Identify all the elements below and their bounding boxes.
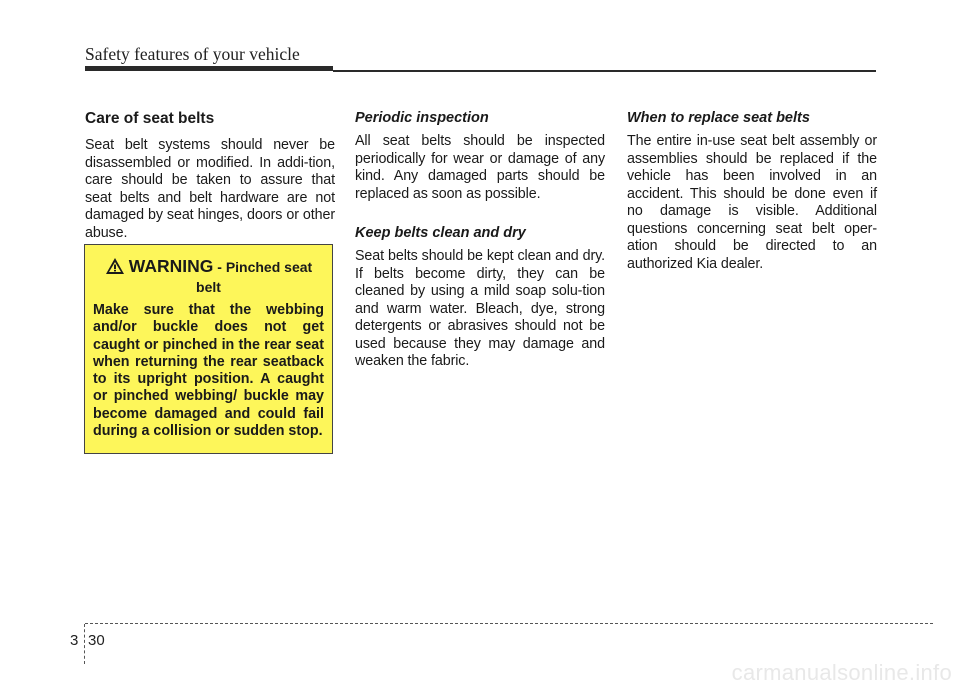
warning-box: [84, 244, 333, 454]
column-care-of-seat-belts: [85, 110, 335, 242]
footer-divider: [84, 624, 85, 664]
header-rule-thick: [85, 66, 333, 71]
warning-subject: - Pinched seat belt: [196, 259, 313, 295]
section-heading-periodic-inspection: Periodic inspection: [355, 110, 489, 126]
column-inspection-cleaning: [355, 110, 605, 371]
section-heading-care: Care of seat belts: [85, 110, 215, 127]
section-body-periodic-inspection: All seat belts should be inspected periodically for wear or damage of any kind. Any damaged parts should be replaced as soon as possible.: [355, 133, 605, 202]
watermark: carmanualsonline.info: [731, 660, 952, 685]
section-body-keep-clean: Seat belts should be kept clean and dry. If belts become dirty, they can be cleaned by using a mild soap solu-tion and warm water. Bleach, dye, strong detergents or abrasives should not be used because they may damage and weaken the fabric.: [355, 248, 605, 369]
warning-triangle-icon: [105, 257, 125, 279]
section-heading-keep-clean: Keep belts clean and dry: [355, 225, 526, 241]
section-heading-replace: When to replace seat belts: [627, 110, 810, 126]
header-title: Safety features of your vehicle: [85, 44, 300, 64]
section-body-replace: The entire in-use seat belt assembly or assemblies should be replaced if the vehicle has been involved in an accident. This should be done even if no damage is visible. Additional questions concerning seat belt oper-ation should be directed to an authorized Kia dealer.: [627, 133, 877, 272]
header-rule-thin: [333, 70, 876, 72]
page-number: 30: [88, 632, 105, 649]
footer-rule: [85, 623, 933, 624]
column-replacement: [627, 110, 877, 273]
section-body-care: Seat belt systems should never be disassembled or modified. In addi-tion, care should be taken to assure that seat belts and belt hardware are not damaged by seat hinges, doors or other abuse.: [85, 137, 335, 241]
warning-label: WARNING: [128, 256, 214, 276]
warning-header: [93, 257, 324, 296]
chapter-number: 3: [70, 632, 79, 649]
warning-body: Make sure that the webbing and/or buckle does not get caught or pinched in the rear seat when returning the rear seatback to its upright position. A caught or pinched webbing/ buckle may become damaged and could fail during a collision or sudden stop.: [93, 302, 324, 440]
